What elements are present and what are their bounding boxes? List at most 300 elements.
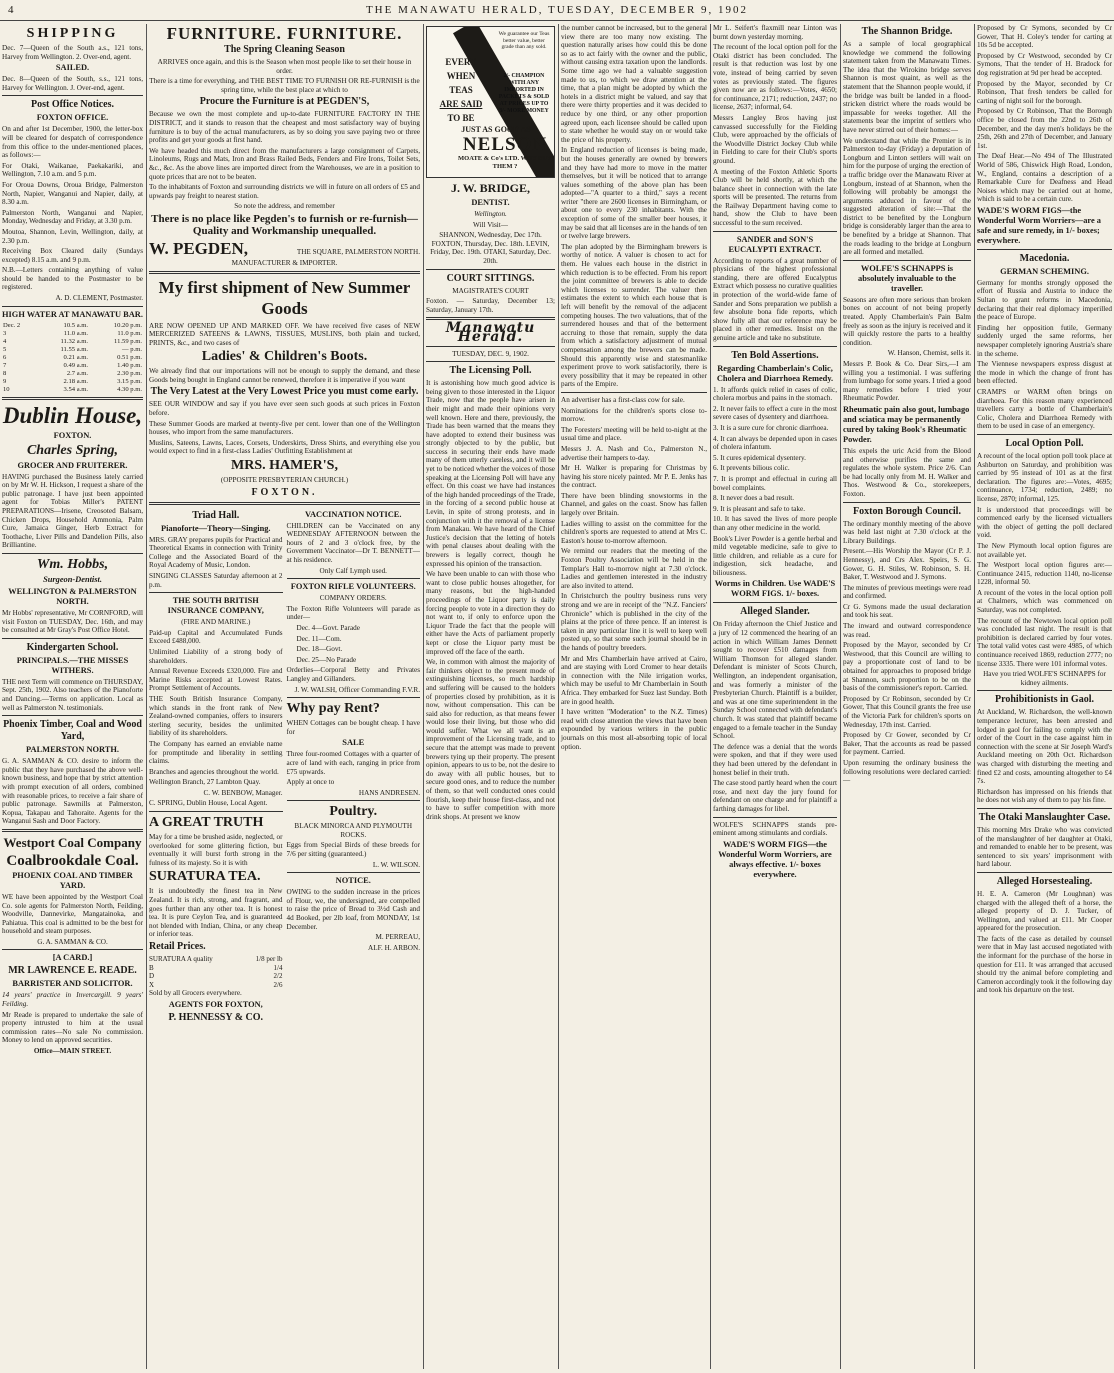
retail-sold-by: Sold by all Grocers everywhere. [149,989,242,998]
furniture-text: Because we own the most complete and up-to-date FURNITURE FACTORY IN THE DISTRICT, and it stands to reason that the cheapest and most satisfactory way of buying furniture is to buy of the actual manufacturers, as by so doing you save paying two or three profits and get your goods at first hand. [149,110,420,145]
divider [561,392,707,393]
local-news: In Christchurch the poultry business runs very strong and we are in receipt of the "N.Z. Fanciers' Chronicle" which is published in the city of the plains at the price of three pence. If an interest is taken in any particular line it is well to keep well posted up, so that some such journal should be in the hands of poultry breeders. [561,592,707,652]
german-text: Finding her opposition futile, Germany suddenly urged the same reforms, her newspaper completely ignoring Austria's share in the scheme. [977,323,1112,358]
tide-row [2,386,143,394]
council-text: Proposed by Cr Westwood, seconded by Cr Symons, That the tender of H. Bradock for dog registration at 9d per head be accepted. [977,51,1112,77]
furniture-text: ARRIVES once again, and this is the Season when most people like to set their house in order. [157,58,412,75]
council-heading: Foxton Borough Council. [853,505,961,517]
rheumatic-heading: Rheumatic pain also gout, lumbago and sciatica may be permanently cured by taking Book's Rheumatic Powder. [843,404,970,444]
summer-text: SEE OUR WINDOW and say if you have ever seen such goods at such prices in Foxton before. [149,400,420,418]
advert-guarantee: We guarantee our Teas better value, better grade than any sold. [498,31,550,51]
divider [713,602,837,603]
local-news: I have written "Moderation" to the N.Z. Times) read with close attention the views that have been expounded by various writers in the public journals on this most all-absorbing topic of local option. [561,708,707,751]
bridge-visit: Will Visit— [473,220,508,229]
assertion-item: 5. It cures epidemical dysentery. [713,453,806,462]
divider [2,949,143,950]
wade-worm-heading: WADE'S WORM FIGS—the Wonderful Worm Worriers—are a safe and sure remedy, in 1/- boxes; everywhere. [977,205,1101,245]
slander-heading: Alleged Slander. [740,606,810,618]
post-office-text: Moutoa, Shannon, Levin, Wellington, daily, at 2.30 p.m. [2,227,143,245]
advert-word: WHEN [446,71,476,81]
hobbs-trade: Surgeon-Dentist. [43,575,102,584]
divider [977,434,1112,435]
retail-grade: X [149,980,155,989]
column-4 [559,24,709,1369]
assertion-item: 9. It is pleasant and safe to take. [713,504,806,513]
court-subheading: MAGISTRATE'S COURT [452,286,529,295]
rifle-parade-list [287,624,421,664]
council-text: The inward and outward correspondence was read. [843,622,971,639]
column-3 [424,24,557,1369]
local-option-text: The New Plymouth local option figures are not available yet. [977,541,1112,559]
column-1 [0,24,145,1369]
tide-cell: 11.55 a.m. [60,345,89,353]
divider [2,95,143,96]
tide-table [2,322,143,394]
retail-grade: B [149,963,154,972]
post-office-text: On and after 1st December, 1900, the letter-box will be cleared for despatch of correspondence from this office to the under-mentioned places, as follows:— [2,125,143,160]
wolfe-signature: W. Hanson, Chemist, sells it. [887,349,971,358]
assertion-item: 1. It affords quick relief in cases of colic, cholera morbus and pains in the stomach. [713,385,837,403]
south-british-heading: THE SOUTH BRITISH INSURANCE COMPANY, [167,596,264,616]
tide-cell: 10.5 a.m. [63,321,89,329]
divider [426,361,555,362]
tide-cell: 4 [3,337,7,345]
dublin-house-town: FOXTON. [53,430,92,440]
hamer-name: MRS. HAMER'S, [231,458,338,474]
column-7 [975,24,1114,1369]
local-news: Messrs J. A. Nash and Co., Palmerston N., advertise their hampers to-day. [561,444,707,462]
masthead-title: THE MANAWATU HERALD, TUESDAY, DECEMBER 9, 1902 [365,4,749,16]
masthead [0,0,1114,21]
postmaster-signature: A. D. CLEMENT, Postmaster. [55,294,143,303]
summer-latest: The Very Latest at the Very Lowest Price you must come early. [150,386,419,398]
council-text: The minutes of previous meetings were read and confirmed. [843,583,971,601]
divider [977,690,1112,691]
local-news: The Foresters' meeting will be held to-night at the usual time and place. [561,425,707,443]
notice-heading: NOTICE. [335,876,371,886]
great-truth-heading: A GREAT TRUTH [149,815,264,831]
agents-heading: AGENTS FOR FOXTON, [168,999,263,1009]
divider [977,872,1112,873]
spring-trade: GROCER AND FRUITERER. [17,460,128,470]
coal-signature: G. A. SAMMAN & CO. [37,937,108,946]
tide-cell: 6 [3,353,7,361]
german-text: The Viennese newspapers express disgust at the mode in which the change of front has been effected. [977,360,1112,386]
retail-price: 2/2 [273,972,283,981]
divider [426,269,555,270]
shipping-arrival: Dec. 7—Queen of the South a.s., 121 tons, Harvey from Wellington. 2. Over-end, agent. [2,44,143,61]
retail-price: 2/6 [273,980,283,989]
tide-cell: 9 [3,377,7,385]
advert-word: TO BE [447,113,475,123]
pegden-address: THE SQUARE, PALMERSTON NORTH. [296,248,420,257]
dublin-house-heading: Dublin House, [2,402,143,428]
divider [713,346,837,347]
rifle-subheading: COMPANY ORDERS. [319,594,387,603]
post-office-text: Receiving Box Cleared daily (Sundays excepted) 8.15 a.m. and 9 p.m. [2,247,143,264]
council-text: Cr G. Symons made the usual declaration and took his seat. [843,602,971,620]
sailed-heading: SAILED. [55,63,90,73]
kindergarten-body: THE next Term will commence on THURSDAY, Sept. 25th, 1902. Also teachers of the Pianoforte and Dancing.—Terms on application. Local as well as Palmerston N. testimonials. [2,677,143,712]
wolfe-kidney-notice: Have you tried WOLFE'S SCHNAPPS for kidney ailments. [983,670,1106,687]
tide-cell: 3.54 a.m. [63,385,89,393]
tide-cell: 11.0 p.m. [117,329,142,337]
south-british-text: Branches and agencies throughout the world. [149,767,279,776]
furniture-heading: FURNITURE. FURNITURE. [166,24,403,43]
divider [426,346,555,347]
local-news: The recount of the local option poll for the Otaki district has been concluded. The result is that reduction was lost by one vote, instead of being carried by seven votes as previously stated. The figures given now are as follows:—Votes, 4650; for continuance, 2171; reduction, 2437; no license, 2637; informal, 64. [713,43,837,112]
retail-price-row [149,972,283,981]
triad-body: MRS. GRAY prepares pupils for Practical and Theoretical Exams in connection with Trinity College and the Associated Board of the Royal Academy of Music, London. [149,535,283,570]
divider [2,306,143,307]
bridge-town: Wellington. [474,210,507,218]
page-number: 4 [8,4,14,16]
retail-price-row [149,964,283,973]
gaol-text: Richardson has impressed on his friends that he does not wish any of them to pay his fine. [977,787,1112,805]
tide-row [2,378,143,386]
hamer-town: FOXTON. [251,486,318,498]
reade-heading: MR LAWRENCE E. READE. [8,965,137,977]
local-news: Mr L. Seifert's flaxmill near Linton was burnt down yesterday morning. [713,24,837,41]
hobbs-heading: Wm. Hobbs, [36,557,109,572]
licensing-poll-text: It is astonishing how much good advice is being given to those interested in the Liquor Trade, now that the people have arisen in their might and made their opinions very well known. Here and there, previously, the Trade has been warned that the means they have adopted to extend their business was strongly objected to by the public, but success in securing their ends have made many of them utterly careless, and it will be yet to be noticed whether the voices of those speaking at the Licensing Poll will have any effect. On this coast we have had instances of the high handed proceedings of the Trade, in the forcing of a second public house at Levin, in spite of strong protests, and in conjunction with it the removal of a license from Manakau. We have heard of the Chief Justice's decision that the letting of hotels with penal clauses about dealing with the brewers is legally correct, though he expressed his opinion of the transaction. [426,379,555,568]
deaf-hear-notice: The Deaf Hear.—No 494 of The Illustrated World of 586, Chiswick High Road, London, W., England, contains a description of a Remarkable Cure for Deafness and Head Noises which may be carried out at home, which is said to be a certain cure. [977,152,1112,204]
spring-heading: Charles Spring, [26,442,119,458]
wade-worm-figs: WADE'S WORM FIGS—the Wonderful Worm Worriers, are always effective. 1/- boxes everywhere. [718,839,832,879]
rent-body: WHEN Cottages can be bought cheap. I have for [286,719,420,736]
post-office-text: Palmerston North, Wanganui and Napier, Monday, Wednesday and Friday, at 3.30 p.m. [2,208,143,226]
tide-cell: 8 [3,369,7,377]
hobbs-body: Mr Hobbs' representative, Mr CORNFORD, will visit Foxton on TUESDAY, Dec. 16th, and may be consulted at Mr Gray's Post Office Hotel. [2,609,143,635]
tide-row [2,338,143,346]
tide-row [2,354,143,362]
advert-word: JUST AS GOOD [461,125,519,134]
local-news: We remind our readers that the meeting of the Foxton Poultry Association will be held in the Templar's Hall to-morrow night at 7.30 o'clock. Ladies and gentlemen interested in the industry are also invited to attend. [561,547,707,590]
rifle-parade-date: Dec. 18—Govt. [296,645,343,654]
notice-body: OWING to the sudden increase in the prices of Flour, we, the undersigned, are compelled to raise the price of Bread to 3½d Cash and 4d Booked, per 2lb loaf, from MONDAY, 1st December. [286,888,420,931]
rifle-parade-date: Dec. 4—Govt. Parade [296,623,360,632]
divider [713,817,837,818]
advert-word: TEAS [449,85,473,95]
rifle-signature: J. W. WALSH, Officer Commanding F.V.R. [294,685,420,694]
council-text: Proposed by Cr Symons, seconded by Cr Gower, That H. Coley's tender for carting at 10s 5d be accepted. [977,24,1112,50]
local-news: Messrs Langley Bros having just canvassed successfully for the Fielding Club, were approached by the officials of the Woodville District Jockey Club while in Fielding to care for their Club's sports ground. [713,113,837,165]
pegden-trade: MANUFACTURER & IMPORTER. [231,258,338,267]
south-british-text: The Company has earned an enviable name for promptitude and liberality in settling claims. [149,739,283,766]
poultry-body: Eggs from Special Birds of these breeds for 7/6 per sitting (guaranteed.) [286,841,420,859]
local-option-text: A recount of the votes in the local option poll at Chalmers, which was commenced on Saturday, was not completed. [977,588,1112,615]
furniture-subheading: The Spring Cleaning Season [224,44,345,55]
south-british-branch: Wellington Branch, 27 Lambton Quay. [149,778,261,787]
phoenix-body: G. A. SAMMAN & CO. desire to inform the public that they have purchased the above well-known business, and hope that by strict attention with prompt execution of all orders, combined with reasonable prices, to receive a fair share of public patronage. Sawmills at Palmerston, Kopua, Takapau and Tahoraite. Agents for the Wanganui Sash and Door Factory. [2,757,143,826]
rent-signature: HANS ANDRESEN. [358,788,420,797]
assertions-list [713,386,837,533]
tide-cell: 1.40 p.m. [117,361,142,369]
rifle-body: The Foxton Rifle Volunteers will parade as under— [286,604,420,622]
furniture-procure: Procure the Furniture is at PEGDEN'S, [199,96,370,108]
tide-cell: 2.7 a.m. [66,369,89,377]
summer-text: We already find that our importations will not be enough to supply the demand, and these Goods being bought in England cannot be renewed, therefore it is imperative if you want [149,367,420,384]
tide-cell: 11.59 p.m. [114,337,142,345]
assertions-heading: Ten Bold Assertions. [731,349,819,361]
coal-subheading: PHOENIX COAL AND TIMBER YARD. [12,870,133,890]
shipping-heading: SHIPPING [26,26,119,41]
tide-row [2,362,143,370]
horsestealing-text: The facts of the case as detailed by counsel were that in May last accused negotiated with the informant for the purchase of the horse in question for £11. It was arranged that accused should try the animal before completing and Cameron accordingly took it the following day and took his departure on the test. [977,934,1112,995]
notice-signature: M. PERREAU, [375,933,420,942]
advert-slogan [431,55,491,125]
tide-cell: — p.m. [122,345,142,353]
tide-row [2,346,143,354]
assertion-item: 10. It has saved the lives of more people than any other medicine in the world. [713,515,837,532]
local-news: Mr and Mrs Chamberlain have arrived at Cairo, and are staying with Lord Cromer to hear details in connection with the Nile irrigation works, which may be useful to Mr Chamberlain in South Africa. They embarked for Suez last Sunday. Both are in good health. [561,654,707,706]
tide-cell: 0.49 a.m. [63,361,89,369]
furniture-text: To the inhabitants of Foxton and surrounding districts we will in future on all orders of £5 and upwards pay freight to nearest station. [149,183,420,200]
triad-singing: SINGING CLASSES Saturday afternoon at 2 p.m. [149,572,283,589]
phoenix-town: PALMERSTON NORTH. [26,745,119,755]
retail-price: 1/8 per lb [255,955,283,963]
macedonia-heading: Macedonia. [1019,252,1070,264]
vaccination-body: CHILDREN can be Vaccinated on any WEDNESDAY AFTERNOON between the hours of 2 and 3 o'clock free, by the Government Vaccinator—Dr T. BENNETT—at his residence. [286,521,420,564]
divider [843,502,971,503]
divider [977,249,1112,250]
council-text: Upon resuming the ordinary business the following resolutions were declared carried:— [843,758,971,785]
german-text: Germany for months strongly opposed the effort of Russia and Austria to induce the Sultan to grant reforms in Macedonia, declaring that their real diplomacy imperilled the peace of Europe. [977,278,1112,322]
column-2 [147,24,422,1369]
retail-grade: D [149,972,155,981]
licensing-poll-text: We, in common with almost the majority of fair thinkers object to the present mode of extinguishing licenses, so much hardship and suffering will be caused to the holders of properties closed by prohibition, as it is now, without compensation. This can be said also for reduction, as that means fewer would lose their living, but those who did would suffer. What we all want is an improvement of the Licensing trade, and to secure that the attempt was made to prevent brewers tying up their property. The present opinion, appears to us to be, not the desire to do away with all public houses, but to secure good ones, and to reduce the number of them, so that well conducted ones could flourish, keep their house first-class, and not to have to suffer competition with more drink shops. At present we know [426,658,555,821]
council-text: The ordinary monthly meeting of the above was held last night at 7.30 o'clock at the Library Buildings. [843,519,971,545]
local-news: There have been blinding snowstorms in the Channel, and gales on the coast. Snow has fallen largely over Britain. [561,491,707,518]
rent-apply: Apply at once to [286,778,335,787]
divider [2,397,143,400]
south-british-agent: C. SPRING, Dublin House, Local Agent. [149,799,268,808]
local-option-text: A recount of the local option poll took place at Ashburton on Saturday, and prohibition was carried by 95 instead of 101 as at the first declaration. The figures are:—Votes, 4695; continuance, 1734; reduction, 2489; no license, 2870; informal, 125. [977,451,1112,503]
horsestealing-text: H. E. A. Cameron (Mr Loughnan) was charged with the alleged theft of a horse, the alleged property of D. J. Tucker, of Wellington, and valued at £11. Mr Cooper appeared for the prosecution. [977,889,1112,933]
bridge-trade: DENTIST. [471,198,510,207]
hobbs-town: WELLINGTON & PALMERSTON NORTH. [8,587,137,606]
slander-text: The defence was a denial that the words were spoken, and that if they were used they had been uttered by the defendant in honest belief in their truth. [713,742,837,777]
bridge-name: J. W. BRIDGE, [450,181,531,195]
south-british-text: Unlimited Liability of a strong body of shareholders. [149,647,283,665]
assertion-item: 4. It can always be depended upon in cases of cholera infantum. [713,434,837,452]
south-british-manager: C. W. BENBOW, Manager. [203,788,283,797]
tide-cell: 4.30 p.m. [117,385,142,393]
tide-cell: Dec. 2 [3,321,21,329]
local-option-heading: Local Option Poll. [1005,437,1084,449]
local-option-text: The recount of the Newtown local option poll was concluded last night. The result is that prohibition is declared carried by four votes. The total valid votes cast were 4985, of which continuance received 1869, reduction 2777; no license 3335. There were 101 informal votes. [977,616,1112,668]
shannon-bridge-heading: The Shannon Bridge. [861,26,953,37]
shannon-text: As a sample of local geographical knowledge we commend the following statement taken from the Manawatu Times. The idea that the Wirokino bridge serves Shannon is most quaint, as well as the statement that the Shannon people would, if the bridge was built be landed in a flood-stricken district where the roads would be impassable for weeks together. All the statements bear the imprint of settlers who have never stirred out of their homes:— [843,40,971,134]
sander-body: According to reports of a great number of physicians of the highest professional standing, there are offered Eucalyptus Extract which possess no curative qualities in protection of the world-wide fame of Sander and Sons preparation we publish a few absolute bona fide reports, which show fully all that our reference may be placed in other remedies. Insist on the genuine article and take no substitute. [713,256,837,342]
agents-name: P. HENNESSY & CO. [168,1011,264,1023]
south-british-text: Paid-up Capital and Accumulated Funds Exceed £488,000. [149,628,283,646]
post-office-text: For Oroua Downs, Oroua Bridge, Palmerston North, Napier, Wanganui and Napier, daily, at 8.30 a.m. [2,180,143,207]
reade-body: Mr Reade is prepared to undertake the sale of property intrusted to him at the usual commission rates—No sale No commission. Money to lend on approved securities. [2,1010,143,1045]
poultry-signature: L. W. WILSON. [372,860,420,869]
nelson-tea-advertisement [426,26,555,178]
shipping-departure: Dec. 8—Queen of the South, s.s., 121 tons, Harvey for Wellington. J. Over-end, agent. [2,75,143,92]
tide-heading: HIGH WATER AT MANAWATU BAR. [2,309,143,319]
retail-price: 1/4 [273,963,283,972]
reade-experience: 14 years' practice in Invercargill. 9 years' Feilding. [2,991,143,1009]
council-text: Proposed by Cr Gower, seconded by Cr Baker, That the accounts as read be passed for payment. Carried. [843,731,971,757]
tide-row [2,322,143,330]
south-british-subheading: (FIRE AND MARINE.) [181,618,251,627]
card-label: [A CARD.] [52,953,93,963]
local-news: An advertiser has a first-class cow for sale. [561,395,685,404]
licensing-poll-heading: The Licensing Poll. [449,365,532,377]
tide-cell: 11.32 a.m. [60,337,89,345]
slander-text: The case stood partly heard when the court rose, and next day the jury found for defendant on one charge and for plaintiff a farthing damages for libel. [713,779,837,813]
court-body: Foxton. — Saturday, December 13; Saturday, January 17th. [426,297,555,314]
suratura-heading: SURATURA TEA. [149,869,261,885]
hamer-location: (OPPOSITE PRESBYTERIAN CHURCH.) [220,476,349,485]
column-6 [841,24,973,1369]
rifle-orderlies: Orderlies—Corporal Betty and Privates Langley and Gillanders. [286,666,420,683]
newspaper-title: Manawatu Herald. [445,320,536,345]
slander-text: On Friday afternoon the Chief Justice and a jury of 12 commenced the hearing of an action in which William James Dennett sought to recover £510 damages from William Thomson for alleged slander. Defendant is minister of Scots Church, Wellington, an independent organisation, and was formerly a minister of the Presbyterian Church. Plaintiff is a builder, and was at one time superintendent in the Sunday School connected with defendant's church. It was stated that plaintiff became engaged to a female teacher in the Sunday School. [713,620,837,741]
local-option-text: It is understood that proceedings will be commenced early by the licensed victuallers with the object of getting the poll declared void. [977,505,1112,540]
licensing-poll-text: We have been unable to can with those who want to close public houses altogether, for many reasons, but the high-handed proceedings of the Liquor party is daily forcing people to vote in a direction they do not want to, if only to enforce upon the Liquor Trade the fact that the people will either have the Acts of parliament properly kept or close the Liquor party must be improved off the face of the earth. [426,570,555,656]
local-news: Nominations for the children's sports close to-morrow. [561,406,707,424]
retail-price-row [149,955,283,964]
assertions-subheading: Regarding Chamberlain's Colic, Cholera and Diarrhoea Remedy. [716,363,834,383]
divider [2,829,143,832]
furniture-text: There is a time for everything, and THE BEST TIME TO FURNISH OR RE-FURNISH is the spring time, while the best place at which to [149,77,420,94]
tide-cell: 7 [3,361,7,369]
summer-boots: Ladies' & Children's Boots. [201,349,368,365]
advert-champion: 2/- CHAMPION WITH ANY IMPORTED IN PACKETS & SOLD AT PRICES UP TO 3/- MORE MONEY [498,73,550,114]
poultry-heading: Poultry. [329,804,378,820]
coalbrookdale-heading: Coalbrookdale Coal. [6,852,139,869]
rifle-parade-date: Dec. 25—No Parade [296,655,357,664]
divider [287,872,421,873]
advert-word: EVERY [445,57,477,67]
phoenix-heading: Phoenix Timber, Coal and Wood Yard, [3,719,142,743]
furniture-text: We have headed this much direct from the manufacturers a large consignment of Carpets, Linoleums, Rugs and Mats, Iron and Brass Railed Beds, Fenders and Fire Irons, Toilet Sets, &c., &c. As the above lines are imported direct from the Warehouses, we are in a position to quote prices that are not to be beaten. [149,146,420,181]
council-text: Proposed by the Mayor, seconded by Cr Robinson, That fresh tenders be called for carting of night soil for the borough. [977,79,1112,105]
south-british-text: Annual Revenue Exceeds £320,000. Fire and Marine Risks accepted at Lowest Rates. Prompt Settlement of Accounts. [149,667,283,693]
divider [2,553,143,554]
tide-cell: 5 [3,345,7,353]
local-option-text: The Westport local option figures are:—Continuance 2415, reduction 1140, no-license 1228, informal 50. [977,561,1112,587]
german-heading: GERMAN SCHEMING. [1000,266,1089,276]
assertion-item: 6. It prevents bilious colic. [713,464,790,473]
retail-price-list [149,955,283,989]
local-news: Ladies willing to assist on the committee for the children's sports are requested to attend at Mrs C. Easton's house to-morrow afternoon. [561,519,707,545]
wolfe-body: Seasons are often more serious than broken bones on account of not being properly treated. Apply Chamberlain's Pain Balm freely as soon as the injury is received and it will quickly restore the parts to a healthy condition. [843,295,971,347]
divider [2,715,143,716]
summer-text: Muslins, Sateens, Lawns, Laces, Corsets, Underskirts, Dress Shirts, and everything else you would expect to find in a first-class Ladies' Outfitting Establishment at [149,438,420,456]
advert-word: ARE SAID [439,99,483,109]
council-text: Proposed by the Mayor, seconded by Cr Westwood, that this Council are willing to pay a proportionate cost of land to be obtained for approaches to proposed bridge at Shannon, such proportion to be on the basis of the commissioner's report. Carried. [843,641,971,693]
article-text: The plan adopted by the Birmingham brewers is worthy of notice. A valuer is chosen to act for them. He values each house in the district in which reduction is to be effected. From his report the joint committee of brewers is able to decide which licenses to surrender. The valuer then estimates the extent to which each house that is left will benefit by the removal of the adjacent competing houses. The two valuations, that of the surrendered houses and that of the betterment accruing to those that remain, supply the data from which a satisfactory adjustment of mutual compensation among the brewers can be made. Should this apparently wise and statesmanlike experiment prove to work satisfactorily, there is every possibility that it may be repeated in other parts of the Empire. [561,242,707,389]
council-text: Proposed by Cr Robinson, seconded by Cr Gower, That this Council grants the free use of the Victoria Park for children's sports on Wednesday, 17th inst. Carried. [843,694,971,729]
coal-body: WE have been appointed by the Westport Coal Co. sole agents for Palmerston North, Feilding, Woodville, Dannevirke, Mangatainoka, and Pahiatua. This coal is admitted to be the best for household and steam purposes. [2,892,143,936]
summer-goods-heading: My first shipment of New Summer Goods [158,277,411,318]
assertion-item: 7. It is prompt and effectual in curing all bowel complaints. [713,474,837,492]
sander-heading: SANDER and SON'S EUCALYPTI EXTRACT. [728,234,822,254]
assertion-item: 8. It never does a bad result. [713,494,795,503]
divider [287,578,421,579]
local-news: A meeting of the Foxton Athletic Sports Club will be held shortly, at which the balance sheet in connection with the late sports will be presented. The returns from the Railway Department having come to hand, show the Club to have been successful to the sum received. [713,167,837,228]
retail-prices-heading: Retail Prices. [149,941,206,952]
advert-just-as-good [431,125,555,134]
furniture-slogan: There is no place like Pegden's to furnish or re-furnish—Quality and Workmanship unequalled. [151,212,418,237]
rent-details: Three four-roomed Cottages with a quarter of acre of land with each, ranging in price from £75 upwards. [286,750,420,776]
council-text: Present.—His Worship the Mayor (Cr P. J. Hennessy), and Crs Alex. Speirs, S. G. Gower, G. H. Stiles, W. Robinson, S. H. Baker, T. Westwood and J. Symons. [843,547,971,582]
tide-cell: 10.20 p.m. [113,321,142,329]
triad-heading: Triad Hall. [192,509,240,521]
tide-cell: 3.15 p.m. [117,377,142,385]
divider [2,638,143,639]
divider [977,808,1112,809]
horsestealing-heading: Alleged Horsestealing. [996,875,1093,887]
divider [149,502,420,505]
shannon-text: We understand that while the Premier is in Palmerston to-day (Friday) a deputation of Longburn and Linton settlers will wait on him for the purpose of urging the erection of a traffic bridge over the Manawatu River at Longburn, instead of at Shannon, when the following will probably be amongst the arguments adduced in favour of the suggested alteration of site:—That the district to be benefited by the Longburn bridge is considerably larger than the area to be benefited by a bridge at Shannon. That the roads leading to the bridge at Longburn are all formed and metalled. [843,136,972,257]
article-text: the number cannot be increased, but to the general view there are too many now existing. The question naturally arises how could this be done so as to act fairly with the owner and the public, without causing extra taxation upon the landlords. Some time ago we had a valuable suggestion made to us, to which we draw attention at the time, that a plan might be adopted by which the hotels in a district might be valued, and say that there were thirty properties and it was decided to reduce by one third, or any other proportion agreed upon, each licensee should be called upon to state whether he would stay on or would take the price of his property. [561,24,707,144]
rent-heading: Why pay Rent? [286,701,380,717]
divider [149,592,283,593]
local-news: Mr H. Walker is preparing for Christmas by having his store nicely painted. Mr P. E. Jenks has the contract. [561,464,707,490]
kindergarten-heading: Kindergarten School. [26,641,119,653]
post-office-subheading: FOXTON OFFICE. [36,113,109,123]
court-heading: COURT SITTINGS. [446,272,535,284]
otaki-text: This morning Mrs Drake who was convicted of the manslaughter of her daughter at Otaki, and remanded to enable her to be present, was sentenced to six years' imprisonment with hard labour. [977,825,1112,869]
vaccination-note: Only Calf Lymph used. [319,566,387,575]
assertion-item: 2. It never fails to effect a cure in the most severe cases of dysentery and diarrhoea. [713,404,837,422]
divider [287,697,421,698]
tide-cell: 2.18 a.m. [63,377,89,385]
otaki-heading: The Otaki Manslaughter Case. [978,811,1111,823]
notice-signature: ALF. H. ARBON. [368,943,420,952]
cramps-notice: CRAMPS or WARM often brings on diarrhoea. For this reason many experienced travellers carry a bottle of Chamberlain's Colic, Cholera and Diarrhoea Remedy with them to be used in case of an emergency. [977,388,1112,431]
tide-row [2,370,143,378]
triad-subheading: Pianoforte—Theory—Singing. [160,523,271,533]
rifle-parade-date: Dec. 11—Com. [296,634,342,643]
reade-office: Office—MAIN STREET. [33,1047,112,1056]
tide-cell: 11.0 a.m. [63,329,89,337]
divider [713,231,837,232]
tide-row [2,330,143,338]
book-liver-powder: Book's Liver Powder is a gentle herbal and mild vegetable medicine, safe to give to little children, and reliable as a cure for indigestion, sick headache, and biliousness. [713,534,837,577]
post-office-text: For Otaki, Waikanae, Paekakariki, and Wellington, 7.10 a.m. and 5 p.m. [2,161,143,179]
advert-word: AS [520,125,531,134]
advert-subline: MOATE & Co's LTD. WHY BUY THEM ? [458,155,552,170]
south-british-text: THE South British Insurance Company, which stands in the front rank of New Zealand-owned companies, offers to insurers sterling security, besides the unlimited liability of its shareholders. [149,694,283,738]
assertion-item: 3. It is a sure cure for chronic diarrhoea. [713,423,829,432]
spring-body: HAVING purchased the Business lately carried on by Mr W. H. Hickson, I request a share of the public patronage. I have just been appointed agent for Tobias Miller's PATENT PREPARATIONS—Irisene, Creosoted Balsam, Chicken Drops, Household Ammonia, Palm Cure, Jamaica Ginger, Herb Extract for Toothache, Liver Pills and Dandelion Pills, also Brilliantine. [2,472,143,550]
tide-cell: 10 [3,385,10,393]
tide-cell: 2.30 p.m. [117,369,142,377]
divider [149,271,420,274]
post-office-heading: Post Office Notices. [30,99,115,111]
testimonial-letter: Messrs P. Book & Co. Dear Sirs,—I am willing you a testimonial. I was suffering from lumbago for some years. I tried a good many remedies before I tried your Rheumatic Powder. [843,360,971,403]
tide-cell: 0.51 p.m. [117,353,142,361]
divider [287,800,421,801]
rifle-heading: FOXTON RIFLE VOLUNTEERS. [290,582,416,592]
tide-cell: 0.21 a.m. [63,353,89,361]
vaccination-heading: VACCINATION NOTICE. [305,509,402,519]
divider [149,811,283,812]
worms-heading: Worms in Children. Use WADE'S WORM FIGS. 1/- boxes. [714,579,836,599]
summer-text: These Summer Goods are marked at twenty-five per cent. lower than one of the Wellington houses, who import from the same manufacturers. [149,419,420,437]
pegden-name: W. PEGDEN, [149,238,249,258]
wolfe-notice: WOLFE'S SCHNAPPS stands pre-eminent among stimulants and cordials. [713,820,837,838]
poultry-subheading: BLACK MINORCA AND PLYMOUTH ROCKS. [294,822,413,839]
post-office-text: N.B.—Letters containing anything of value should be handed to the Postmaster to be registered. [2,266,143,292]
